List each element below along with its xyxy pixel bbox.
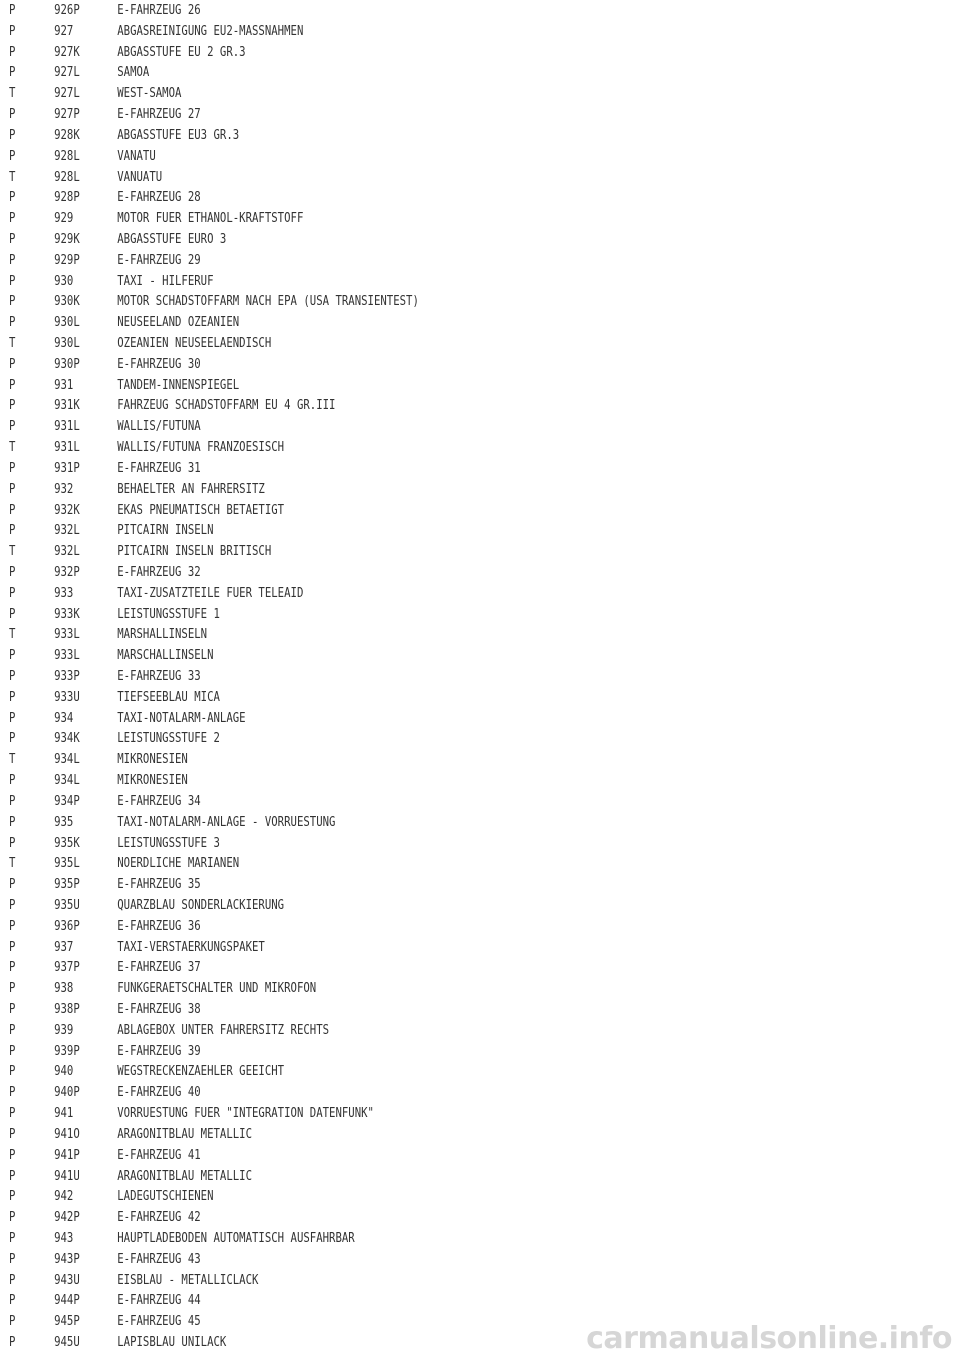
item-type: P [9, 669, 16, 684]
item-code: 940 [54, 1064, 74, 1080]
list-item [9, 438, 419, 459]
item-description: QUARZBLAU SONDERLACKIERUNG [117, 897, 285, 913]
list-item [9, 459, 419, 480]
list-item [9, 1000, 419, 1021]
list-item [9, 1062, 419, 1083]
item-description: TAXI-ZUSATZTEILE FUER TELEAID [117, 585, 304, 601]
item-type: P [9, 981, 16, 997]
list-item [9, 1250, 419, 1271]
item-type: P [9, 1272, 16, 1288]
item-description: E-FAHRZEUG 42 [117, 1210, 201, 1226]
item-code: 930L [54, 336, 80, 351]
item-type: P [9, 398, 16, 414]
item-code: 929K [54, 231, 80, 247]
item-type: P [9, 1085, 16, 1101]
item-code: 928P [54, 190, 80, 206]
item-code: 941O [54, 1126, 80, 1142]
item-code: 941U [54, 1168, 80, 1184]
item-description: LEISTUNGSSTUFE 3 [117, 835, 220, 851]
item-description: E-FAHRZEUG 33 [117, 669, 201, 684]
list-item [9, 480, 419, 501]
list-item [9, 1083, 419, 1104]
item-code: 939P [54, 1043, 80, 1059]
item-type: P [9, 1043, 16, 1059]
item-type: P [9, 190, 16, 206]
item-type: P [9, 65, 16, 81]
item-type: T [9, 440, 16, 456]
item-type: P [9, 1002, 16, 1017]
list-item [9, 646, 419, 667]
item-type: P [9, 960, 16, 976]
item-type: P [9, 773, 16, 789]
item-description: E-FAHRZEUG 27 [117, 107, 201, 123]
item-description: VANATU [117, 148, 156, 164]
item-type: P [9, 1335, 16, 1350]
item-type: P [9, 1022, 16, 1038]
list-item [9, 896, 419, 917]
list-item [9, 43, 419, 64]
item-type: T [9, 86, 16, 102]
list-item [9, 625, 419, 646]
item-description: WALLIS/FUTUNA FRANZOESISCH [117, 440, 285, 456]
list-item [9, 1104, 419, 1125]
item-type: P [9, 1230, 16, 1246]
item-description: EISBLAU - METALLICLACK [117, 1272, 259, 1288]
item-type: P [9, 731, 16, 747]
item-type: P [9, 502, 16, 518]
item-description: ARAGONITBLAU METALLIC [117, 1168, 253, 1184]
list-item [9, 1021, 419, 1042]
item-description: VORRUESTUNG FUER "INTEGRATION DATENFUNK" [117, 1106, 374, 1122]
watermark: carmanualsonline.info [586, 1321, 952, 1356]
item-code: 927P [54, 107, 80, 123]
list-item [9, 188, 419, 209]
item-code: 928K [54, 127, 80, 143]
item-code: 933L [54, 627, 80, 643]
item-code: 929P [54, 252, 80, 268]
item-description: ABLAGEBOX UNTER FAHRERSITZ RECHTS [117, 1022, 330, 1038]
list-item [9, 605, 419, 626]
item-description: E-FAHRZEUG 32 [117, 564, 201, 580]
item-description: LEISTUNGSSTUFE 1 [117, 606, 220, 622]
list-item [9, 1229, 419, 1250]
item-code: 933K [54, 606, 80, 622]
list-item [9, 1042, 419, 1063]
item-code: 929 [54, 211, 74, 227]
item-type: T [9, 169, 16, 185]
list-item [9, 917, 419, 938]
item-description: ARAGONITBLAU METALLIC [117, 1126, 253, 1142]
item-code: 927 [54, 23, 74, 39]
item-code: 941P [54, 1147, 80, 1163]
item-code: 945P [54, 1314, 80, 1330]
list-item [9, 875, 419, 896]
item-description: WEST-SAMOA [117, 86, 182, 102]
item-code: 942P [54, 1210, 80, 1226]
item-description: TIEFSEEBLAU MICA [117, 689, 220, 705]
item-description: TAXI-NOTALARM-ANLAGE - VORRUESTUNG [117, 814, 336, 830]
item-code: 935L [54, 856, 80, 872]
item-description: EKAS PNEUMATISCH BETAETIGT [117, 502, 285, 518]
item-code: 935K [54, 835, 80, 851]
item-description: FAHRZEUG SCHADSTOFFARM EU 4 GR.III [117, 398, 336, 414]
list-item [9, 501, 419, 522]
list-item [9, 1146, 419, 1167]
list-item [9, 1167, 419, 1188]
list-item [9, 792, 419, 813]
list-item [9, 334, 419, 355]
item-code: 927L [54, 65, 80, 81]
item-type: P [9, 814, 16, 830]
item-description: E-FAHRZEUG 38 [117, 1002, 201, 1017]
item-type: T [9, 856, 16, 872]
item-description: E-FAHRZEUG 45 [117, 1314, 201, 1330]
item-code: 931 [54, 377, 74, 393]
item-type: P [9, 585, 16, 601]
item-type: P [9, 252, 16, 268]
item-code: 940P [54, 1085, 80, 1101]
list-item [9, 1312, 419, 1333]
item-description: E-FAHRZEUG 35 [117, 877, 201, 893]
list-item [9, 584, 419, 605]
item-description: LAPISBLAU UNILACK [117, 1335, 227, 1350]
item-code: 938P [54, 1002, 80, 1017]
item-description: E-FAHRZEUG 26 [117, 3, 201, 18]
list-item [9, 1291, 419, 1312]
item-description: ABGASSTUFE EU3 GR.3 [117, 127, 240, 143]
item-code: 943U [54, 1272, 80, 1288]
item-description: LEISTUNGSSTUFE 2 [117, 731, 220, 747]
item-code: 933P [54, 669, 80, 684]
item-code: 942 [54, 1189, 74, 1205]
list-item [9, 1125, 419, 1146]
code-list [9, 1, 509, 1354]
item-code: 928L [54, 148, 80, 164]
item-description: WALLIS/FUTUNA [117, 419, 201, 435]
item-type: P [9, 939, 16, 955]
item-code: 932L [54, 544, 80, 560]
item-type: P [9, 1126, 16, 1142]
item-description: ABGASREINIGUNG EU2-MASSNAHMEN [117, 23, 304, 39]
item-description: OZEANIEN NEUSEELAENDISCH [117, 336, 272, 351]
item-type: P [9, 1210, 16, 1226]
list-item [9, 709, 419, 730]
item-type: P [9, 315, 16, 331]
item-type: P [9, 419, 16, 435]
item-code: 926P [54, 3, 80, 18]
item-description: E-FAHRZEUG 29 [117, 252, 201, 268]
item-code: 932L [54, 523, 80, 539]
item-code: 937P [54, 960, 80, 976]
item-code: 933U [54, 689, 80, 705]
item-type: T [9, 336, 16, 351]
item-description: E-FAHRZEUG 40 [117, 1085, 201, 1101]
item-description: SAMOA [117, 65, 150, 81]
item-code: 930P [54, 356, 80, 372]
item-description: FUNKGERAETSCHALTER UND MIKROFON [117, 981, 317, 997]
item-description: HAUPTLADEBODEN AUTOMATISCH AUSFAHRBAR [117, 1230, 355, 1246]
item-type: P [9, 710, 16, 726]
item-code: 939 [54, 1022, 74, 1038]
item-description: TAXI-VERSTAERKUNGSPAKET [117, 939, 265, 955]
list-item [9, 417, 419, 438]
item-type: P [9, 211, 16, 227]
item-code: 931L [54, 440, 80, 456]
item-code: 944P [54, 1293, 80, 1309]
item-code: 933 [54, 585, 74, 601]
item-description: LADEGUTSCHIENEN [117, 1189, 214, 1205]
list-item [9, 63, 419, 84]
item-type: P [9, 918, 16, 934]
item-code: 935P [54, 877, 80, 893]
item-description: TANDEM-INNENSPIEGEL [117, 377, 240, 393]
item-type: T [9, 544, 16, 560]
list-item [9, 272, 419, 293]
item-description: E-FAHRZEUG 36 [117, 918, 201, 934]
item-type: T [9, 627, 16, 643]
item-type: P [9, 107, 16, 123]
item-code: 934P [54, 793, 80, 809]
list-item [9, 958, 419, 979]
item-type: P [9, 460, 16, 476]
item-type: P [9, 606, 16, 622]
item-description: NEUSEELAND OZEANIEN [117, 315, 240, 331]
item-description: MARSCHALLINSELN [117, 648, 214, 664]
item-type: P [9, 689, 16, 705]
item-code: 934L [54, 752, 80, 768]
item-type: P [9, 148, 16, 164]
item-code: 927L [54, 86, 80, 102]
list-item [9, 563, 419, 584]
item-description: PITCAIRN INSELN BRITISCH [117, 544, 272, 560]
item-description: TAXI-NOTALARM-ANLAGE [117, 710, 246, 726]
item-code: 938 [54, 981, 74, 997]
item-type: P [9, 1189, 16, 1205]
list-item [9, 126, 419, 147]
item-description: E-FAHRZEUG 37 [117, 960, 201, 976]
item-code: 943 [54, 1230, 74, 1246]
item-code: 931K [54, 398, 80, 414]
item-code: 928L [54, 169, 80, 185]
list-item [9, 292, 419, 313]
item-code: 931P [54, 460, 80, 476]
item-description: E-FAHRZEUG 30 [117, 356, 201, 372]
item-code: 941 [54, 1106, 74, 1122]
item-description: WEGSTRECKENZAEHLER GEEICHT [117, 1064, 285, 1080]
item-type: P [9, 897, 16, 913]
item-description: PITCAIRN INSELN [117, 523, 214, 539]
item-description: MARSHALLINSELN [117, 627, 208, 643]
item-type: T [9, 752, 16, 768]
item-code: 935 [54, 814, 74, 830]
item-type: P [9, 127, 16, 143]
list-item [9, 834, 419, 855]
list-item [9, 376, 419, 397]
list-item [9, 979, 419, 1000]
item-description: TAXI - HILFERUF [117, 273, 214, 289]
item-type: P [9, 564, 16, 580]
item-description: MIKRONESIEN [117, 752, 188, 768]
list-item [9, 1271, 419, 1292]
item-code: 930K [54, 294, 80, 310]
item-code: 934 [54, 710, 74, 726]
item-description: VANUATU [117, 169, 163, 185]
item-code: 927K [54, 44, 80, 60]
item-code: 932K [54, 502, 80, 518]
list-item [9, 1187, 419, 1208]
item-description: E-FAHRZEUG 39 [117, 1043, 201, 1059]
list-item [9, 168, 419, 189]
item-type: P [9, 523, 16, 539]
item-type: P [9, 1106, 16, 1122]
item-description: ABGASSTUFE EU 2 GR.3 [117, 44, 246, 60]
list-item [9, 813, 419, 834]
item-type: P [9, 1293, 16, 1309]
item-description: E-FAHRZEUG 28 [117, 190, 201, 206]
item-type: P [9, 481, 16, 497]
item-description: NOERDLICHE MARIANEN [117, 856, 240, 872]
item-code: 937 [54, 939, 74, 955]
list-item [9, 355, 419, 376]
item-type: P [9, 23, 16, 39]
item-type: P [9, 835, 16, 851]
item-type: P [9, 1251, 16, 1267]
list-item [9, 209, 419, 230]
list-item [9, 771, 419, 792]
list-item [9, 22, 419, 43]
item-type: P [9, 1314, 16, 1330]
item-description: E-FAHRZEUG 34 [117, 793, 201, 809]
item-type: P [9, 3, 16, 18]
list-item [9, 230, 419, 251]
item-code: 931L [54, 419, 80, 435]
item-code: 932 [54, 481, 74, 497]
item-code: 935U [54, 897, 80, 913]
item-type: P [9, 793, 16, 809]
item-description: MOTOR SCHADSTOFFARM NACH EPA (USA TRANSIENTEST) [117, 294, 419, 310]
list-item [9, 105, 419, 126]
list-item [9, 729, 419, 750]
item-type: P [9, 1168, 16, 1184]
item-type: P [9, 356, 16, 372]
list-item [9, 542, 419, 563]
item-code: 933L [54, 648, 80, 664]
item-type: P [9, 44, 16, 60]
item-type: P [9, 273, 16, 289]
list-item [9, 667, 419, 688]
item-description: E-FAHRZEUG 41 [117, 1147, 201, 1163]
item-type: P [9, 231, 16, 247]
item-code: 930 [54, 273, 74, 289]
item-code: 943P [54, 1251, 80, 1267]
list-item [9, 1333, 419, 1354]
item-code: 930L [54, 315, 80, 331]
item-description: ABGASSTUFE EURO 3 [117, 231, 227, 247]
item-code: 932P [54, 564, 80, 580]
item-type: P [9, 294, 16, 310]
list-item [9, 313, 419, 334]
item-description: E-FAHRZEUG 43 [117, 1251, 201, 1267]
list-item [9, 854, 419, 875]
item-code: 934K [54, 731, 80, 747]
list-item [9, 750, 419, 771]
item-description: E-FAHRZEUG 31 [117, 460, 201, 476]
item-description: E-FAHRZEUG 44 [117, 1293, 201, 1309]
list-item [9, 938, 419, 959]
item-description: BEHAELTER AN FAHRERSITZ [117, 481, 265, 497]
item-code: 934L [54, 773, 80, 789]
item-type: P [9, 877, 16, 893]
list-item [9, 396, 419, 417]
item-code: 945U [54, 1335, 80, 1350]
list-item [9, 251, 419, 272]
item-type: P [9, 1147, 16, 1163]
list-item [9, 84, 419, 105]
item-type: P [9, 1064, 16, 1080]
item-description: MIKRONESIEN [117, 773, 188, 789]
item-code: 936P [54, 918, 80, 934]
list-item [9, 1, 419, 22]
list-item [9, 1208, 419, 1229]
item-type: P [9, 648, 16, 664]
item-description: MOTOR FUER ETHANOL-KRAFTSTOFF [117, 211, 304, 227]
list-item [9, 147, 419, 168]
list-item [9, 521, 419, 542]
item-type: P [9, 377, 16, 393]
list-item [9, 688, 419, 709]
